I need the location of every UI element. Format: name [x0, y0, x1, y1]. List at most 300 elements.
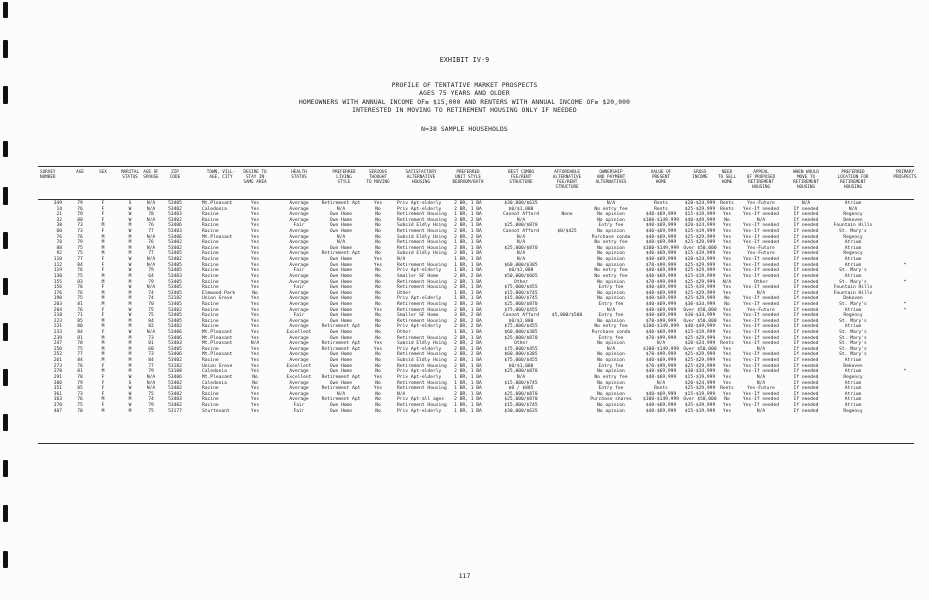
table-cell: 53405 [168, 346, 182, 352]
column-header: PREFERRED LIVING STYLE [332, 170, 356, 186]
table-cell: Yes [250, 363, 260, 369]
table-cell: If needed [793, 279, 819, 285]
table-cell: 53405 [168, 262, 182, 268]
table-cell: M [101, 341, 105, 347]
table-cell: M [101, 273, 105, 279]
table-cell: Yes [373, 262, 383, 268]
table-cell: $25-$29,999 [684, 262, 716, 268]
table-cell: 223 [53, 318, 62, 324]
table-cell: 77 [77, 257, 83, 263]
table-cell: 363 [53, 397, 62, 403]
table-cell: Atrium [844, 386, 862, 392]
document-title [0, 82, 929, 115]
table-cell: $40-$69,999 [645, 307, 677, 313]
table-cell: F [101, 229, 105, 235]
table-cell: No opinion [597, 358, 625, 364]
table-cell: 21 [56, 212, 62, 218]
table-cell: 75 [77, 273, 83, 279]
table-cell: 81 [148, 341, 154, 347]
table-cell: St. Mary's [839, 352, 867, 358]
table-cell: Yes-If needed [743, 313, 779, 319]
table-cell: W [128, 330, 132, 336]
table-cell: M [128, 341, 132, 347]
table-cell: Yes [722, 358, 732, 364]
table-cell: 14 [56, 206, 62, 212]
table-cell: 3 BR, 2 BA [454, 313, 482, 319]
table-cell: St. Mary's [839, 346, 867, 352]
table-cell: Sturtevant [202, 408, 230, 414]
table-cell: No [375, 279, 381, 285]
table-cell: Yes [250, 352, 260, 358]
table-cell: 2 BR, 1 BA [454, 335, 482, 341]
table-cell: Yes [722, 307, 732, 313]
table-cell: No opinion [597, 290, 625, 296]
table-cell: 84 [77, 358, 83, 364]
table-cell: 84 [148, 318, 154, 324]
table-cell: Yes [250, 268, 260, 274]
table-cell: Average [289, 251, 309, 257]
table-cell: 78 [77, 408, 83, 414]
table-cell: If needed [793, 301, 819, 307]
table-cell: 2 BR, 2 BA [454, 273, 482, 279]
table-cell: Yes-If needed [743, 234, 779, 240]
binder-mark [3, 551, 8, 568]
table-cell: Atrium [844, 240, 862, 246]
table-cell: No opinion [597, 212, 625, 218]
table-cell: Purchase condo [591, 330, 631, 336]
table-cell: $25-$29,999 [684, 296, 716, 302]
table-cell: Atrium [844, 307, 862, 313]
table-cell: No [375, 402, 381, 408]
table-cell: Priv Apt-elderly [397, 201, 442, 206]
table-cell: 247 [53, 341, 62, 347]
table-cell: 112 [53, 262, 62, 268]
table-cell: Yes [250, 301, 260, 307]
table-cell: $75,000/$455 [504, 307, 538, 313]
sample-size: N=38 SAMPLE HOUSEHOLDS [421, 126, 508, 133]
table-cell: 239 [53, 335, 62, 341]
binder-mark [3, 505, 8, 522]
table-cell: No entry fee [594, 206, 628, 212]
table-cell: Yes-If needed [743, 352, 779, 358]
table-cell: Own Home [329, 245, 353, 251]
table-cell: $5,000/$500 [551, 313, 583, 319]
table-cell: 53405 [168, 313, 182, 319]
table-cell: 1 BR, 1 BA [454, 212, 482, 218]
table-cell: W [128, 307, 132, 313]
table-cell: Yes [250, 408, 260, 414]
table-cell: No [375, 380, 381, 386]
table-cell: Average [289, 279, 309, 285]
table-cell: $100-$149,999 [643, 397, 679, 403]
title-line: PROFILE OF TENTATIVE MARKET PROSPECTS [391, 82, 538, 89]
table-cell: 204 [53, 307, 62, 313]
column-header: ZIP CODE [169, 170, 181, 181]
table-cell: M [101, 223, 105, 229]
table-cell: Fountain Hills [833, 223, 873, 229]
table-cell: Other [397, 290, 411, 296]
table-cell: Yes [722, 335, 732, 341]
table-cell: Yes [373, 346, 383, 352]
table-cell: W [128, 391, 132, 397]
table-cell: 361 [53, 391, 62, 397]
table-cell: N/A [336, 391, 346, 397]
table-cell: Yes [722, 391, 732, 397]
table-cell: Retirement Housing [397, 285, 447, 291]
table-cell: Excellent [286, 330, 312, 336]
table-cell: Over $50,000 [683, 307, 717, 313]
table-cell: Yes [250, 318, 260, 324]
table-cell: F [101, 374, 105, 380]
table-cell: 84 [77, 262, 83, 268]
table-cell: Yes [722, 402, 732, 408]
table-cell: 53402 [168, 206, 182, 212]
table-cell: Average [289, 335, 309, 341]
table-cell: Atrium [844, 391, 862, 397]
table-cell: No [375, 206, 381, 212]
table-cell: F [101, 212, 105, 218]
table-cell: No opinion [597, 341, 625, 347]
table-cell: $0/$1,080 [508, 206, 534, 212]
table-cell: M [101, 346, 105, 352]
table-cell: $15,000/$745 [504, 402, 538, 408]
table-cell: M [128, 358, 132, 364]
table-cell: 349 [53, 201, 62, 206]
table-cell: $25,000/$870 [504, 335, 538, 341]
table-cell: 1 BR, 1 BA [454, 386, 482, 392]
table-cell: 2 BR, 2 BA [454, 318, 482, 324]
table-cell: Average [289, 257, 309, 263]
table-cell: Own Home [329, 257, 353, 263]
table-cell: 130 [53, 273, 62, 279]
table-row [0, 409, 929, 415]
table-cell: Retirement Housing [397, 262, 447, 268]
table-cell: Regency [843, 251, 863, 257]
table-cell: M [101, 301, 105, 307]
column-header: SURVEY NUMBER [40, 170, 56, 181]
table-cell: Retirement Housing [397, 229, 447, 235]
table-cell: Atrium [844, 397, 862, 403]
table-cell: N/A [146, 380, 156, 386]
table-cell: Yes [250, 206, 260, 212]
table-cell: Yes [722, 330, 732, 336]
table-cell: Rents [654, 386, 668, 392]
table-cell: 75 [77, 251, 83, 257]
table-cell: 261 [53, 358, 62, 364]
table-cell: 75 [148, 408, 154, 414]
table-cell: No [724, 217, 730, 223]
table-cell: Own Home [329, 301, 353, 307]
table-cell: 76 [77, 397, 83, 403]
table-cell: 73 [148, 352, 154, 358]
table-cell: Mt.Pleasant [202, 201, 233, 206]
table-cell: Atrium [844, 257, 862, 263]
table-cell: Yes [373, 386, 383, 392]
table-cell: 3 BR, 2 BA [454, 217, 482, 223]
column-header: PRIMARY PROSPECTS [893, 170, 917, 181]
table-cell: Racine [202, 307, 219, 313]
table-cell: $70-$99,999 [645, 318, 677, 324]
table-cell: Own Home [329, 229, 353, 235]
table-cell: Yes [250, 262, 260, 268]
table-cell: No [375, 296, 381, 302]
table-cell: Retirement Housing [397, 301, 447, 307]
table-cell: Average [289, 386, 309, 392]
table-cell: Yes [250, 391, 260, 397]
table-cell: Yes [722, 212, 732, 218]
table-cell: Retirement Housing [397, 402, 447, 408]
table-cell: 2 BR, 1 BA [454, 346, 482, 352]
table-cell: $40-$69,999 [645, 296, 677, 302]
table-cell: M [128, 273, 132, 279]
table-cell: 73 [148, 335, 154, 341]
table-cell: Rents [720, 341, 734, 347]
table-cell: If needed [793, 217, 819, 223]
table-cell: Average [289, 307, 309, 313]
table-cell: Average [289, 369, 309, 375]
table-cell: $100-$149,999 [643, 217, 679, 223]
table-cell: 53402 [168, 245, 182, 251]
table-cell: 76 [77, 290, 83, 296]
column-header: AFFORDABLE ALTERNATIVE FEE/RENT STRUCTURE [552, 170, 582, 191]
table-cell: Own Home [329, 335, 353, 341]
table-cell: Own Home [329, 352, 353, 358]
table-cell: Yes-If needed [743, 206, 779, 212]
table-cell: N/A [146, 262, 156, 268]
table-cell: $40-$69,999 [645, 374, 677, 380]
table-cell: Yes [722, 234, 732, 240]
table-cell: Yes-Future [747, 386, 775, 392]
table-cell: W [128, 217, 132, 223]
table-cell: $15,000/$745 [504, 380, 538, 386]
table-cell: If needed [793, 262, 819, 268]
table-cell: $70-$99,999 [645, 335, 677, 341]
table-cell: Yes [722, 374, 732, 380]
table-cell: Atrium [844, 380, 862, 386]
column-header: PREFERRED LOCATION FOR RETIREMENT HOUSING [837, 170, 869, 191]
table-cell: 76 [77, 363, 83, 369]
table-cell: 79 [77, 201, 83, 206]
table-cell: If needed [793, 268, 819, 274]
table-cell: If needed [793, 408, 819, 414]
table-cell: Own Home [329, 380, 353, 386]
table-cell: M [101, 279, 105, 285]
table-cell: No [375, 352, 381, 358]
table-cell: Average [289, 341, 309, 347]
table-cell: 53402 [168, 380, 182, 386]
table-cell: Union Grove [202, 363, 233, 369]
column-header: PREFERRED UNIT STYLE BEDROOM/BATH [452, 170, 484, 186]
table-cell: N/A [397, 391, 406, 397]
table-cell: 1 BR, 1 BA [454, 408, 482, 414]
table-cell: $30-$34,999 [684, 369, 716, 375]
table-cell: Own Home [329, 268, 353, 274]
table-cell: Racine [202, 257, 219, 263]
table-cell: 81 [77, 301, 83, 307]
table-cell: 53405 [168, 301, 182, 307]
table-cell: $40-$69,999 [645, 212, 677, 218]
table-cell: N/A [756, 408, 766, 414]
table-cell: Other [514, 279, 528, 285]
table-cell: Over $50,000 [683, 245, 717, 251]
table-cell: Yes [373, 257, 383, 263]
table-cell: F [101, 313, 105, 319]
table-cell: N/A [146, 245, 156, 251]
table-cell: 80 [77, 217, 83, 223]
table-cell: No [375, 369, 381, 375]
table-cell: No [375, 363, 381, 369]
table-cell: No entry fee [594, 374, 628, 380]
table-cell: W [128, 285, 132, 291]
table-cell: F [101, 257, 105, 263]
table-cell: Retirement Apt [321, 346, 361, 352]
table-cell: No opinion [597, 217, 625, 223]
table-cell: Retirement Housing [397, 240, 447, 246]
table-cell: No [375, 335, 381, 341]
table-cell: Yes [250, 369, 260, 375]
table-cell: 77 [148, 229, 154, 235]
table-cell: Atrium [844, 402, 862, 408]
table-cell: Smaller SF Home [397, 313, 439, 319]
table-cell: N/A [146, 330, 156, 336]
table-cell: 76 [77, 268, 83, 274]
table-cell: $25-$29,999 [684, 234, 716, 240]
column-header: DESIRE TO STAY IN SAME AREA [243, 170, 267, 186]
table-cell: 176 [53, 290, 62, 296]
table-cell: $25,000/$870 [504, 397, 538, 403]
table-cell: Entry fee [598, 313, 624, 319]
table-cell: Yes [250, 201, 260, 206]
table-cell: $25-$29,999 [684, 363, 716, 369]
table-cell: No [375, 245, 381, 251]
table-cell: $40-$69,999 [645, 268, 677, 274]
table-cell: No [724, 369, 730, 375]
table-cell: 2 BR, 1 BA [454, 201, 482, 206]
table-cell: Yes-If needed [743, 363, 779, 369]
table-cell: No opinion [597, 251, 625, 257]
table-cell: * [903, 369, 907, 375]
table-cell: Racine [202, 217, 219, 223]
table-cell: Yes-If needed [743, 285, 779, 291]
table-cell: 2 BR, 1 BA [454, 363, 482, 369]
table-cell: Retirement Apt [321, 324, 361, 330]
table-cell: 78 [77, 341, 83, 347]
table-cell: N/A [756, 217, 766, 223]
table-cell: Yes [250, 279, 260, 285]
table-cell: $0/$1,080 [508, 268, 534, 274]
table-cell: 75 [148, 313, 154, 319]
table-cell: 250 [53, 346, 62, 352]
table-cell: N/A [146, 386, 156, 392]
table-cell: 53402 [168, 324, 182, 330]
table-cell: M [128, 223, 132, 229]
table-cell: No [724, 301, 730, 307]
table-cell: If needed [793, 402, 819, 408]
table-cell: No [375, 330, 381, 336]
table-cell: 76 [148, 240, 154, 246]
table-cell: Retirement Housing [397, 279, 447, 285]
table-cell: M [101, 397, 105, 403]
table-cell: 53402 [168, 307, 182, 313]
table-cell: No [375, 217, 381, 223]
table-cell: If needed [793, 229, 819, 235]
table-cell: Yes [722, 408, 732, 414]
table-cell: Fair [293, 402, 305, 408]
table-cell: N/A [146, 234, 156, 240]
table-cell: $20-$24,999 [684, 341, 716, 347]
table-cell: M [101, 234, 105, 240]
table-cell: N/A [146, 217, 156, 223]
column-header: MARITAL STATUS [120, 170, 140, 181]
table-cell: No [375, 391, 381, 397]
table-cell: $40-$69,999 [645, 257, 677, 263]
table-cell: M [128, 301, 132, 307]
table-cell: No [375, 318, 381, 324]
table-cell: Yes [722, 223, 732, 229]
table-cell: 70 [148, 301, 154, 307]
table-cell: 2 BR, 1 BA [454, 285, 482, 291]
table-cell: No [375, 273, 381, 279]
table-cell: Over $50,000 [683, 397, 717, 403]
table-cell: Retirement Housing [397, 386, 447, 392]
table-cell: M [101, 245, 105, 251]
table-cell: Dekoven [843, 296, 863, 302]
table-cell: 2 BR, 2 BA [454, 234, 482, 240]
table-cell: Yes [250, 386, 260, 392]
table-cell: If needed [793, 240, 819, 246]
table-cell: Yes [250, 335, 260, 341]
table-cell: If needed [793, 324, 819, 330]
table-cell: 291 [53, 374, 62, 380]
table-cell: No [724, 296, 730, 302]
table-cell: Yes [722, 380, 732, 386]
table-cell: N/A [516, 374, 526, 380]
table-cell: Own Home [329, 262, 353, 268]
table-cell: 1 BR, 1 BA [454, 374, 482, 380]
table-cell: If needed [793, 341, 819, 347]
table-cell: F [101, 268, 105, 274]
table-cell: If needed [793, 223, 819, 229]
table-cell: Yes [722, 285, 732, 291]
table-cell: 74 [148, 296, 154, 302]
table-cell: Own Home [329, 307, 353, 313]
table-cell: $70-$99,999 [645, 262, 677, 268]
table-cell: 2 BR, 2 BA [454, 341, 482, 347]
table-cell: Average [289, 212, 309, 218]
column-header: SERIOUS THOUGHT TO MOVING [366, 170, 390, 186]
table-cell: 2 BR, 1 BA [454, 279, 482, 285]
table-cell: Own Home [329, 285, 353, 291]
column-header: NEED TO SELL HOME [717, 170, 737, 186]
table-cell: Yes [250, 307, 260, 313]
table-cell: 1 BR, 1 BA [454, 290, 482, 296]
table-cell: Fair [293, 313, 305, 319]
table-cell: $15-$19,999 [684, 251, 716, 257]
table-cell: $100-$149,999 [643, 346, 679, 352]
table-cell: Own Home [329, 212, 353, 218]
table-cell: $70-$99,999 [645, 352, 677, 358]
table-cell: 32 [56, 217, 62, 223]
table-cell: N/A [848, 206, 858, 212]
table-cell: 75 [77, 296, 83, 302]
table-cell: $15-$19,999 [684, 229, 716, 235]
table-cell: Yes [722, 229, 732, 235]
table-cell: 53405 [168, 290, 182, 296]
table-cell: $0/$1,080 [508, 318, 534, 324]
table-cell: 77 [77, 352, 83, 358]
table-cell: No [375, 240, 381, 246]
table-cell: 1 BR, 1 BA [454, 296, 482, 302]
